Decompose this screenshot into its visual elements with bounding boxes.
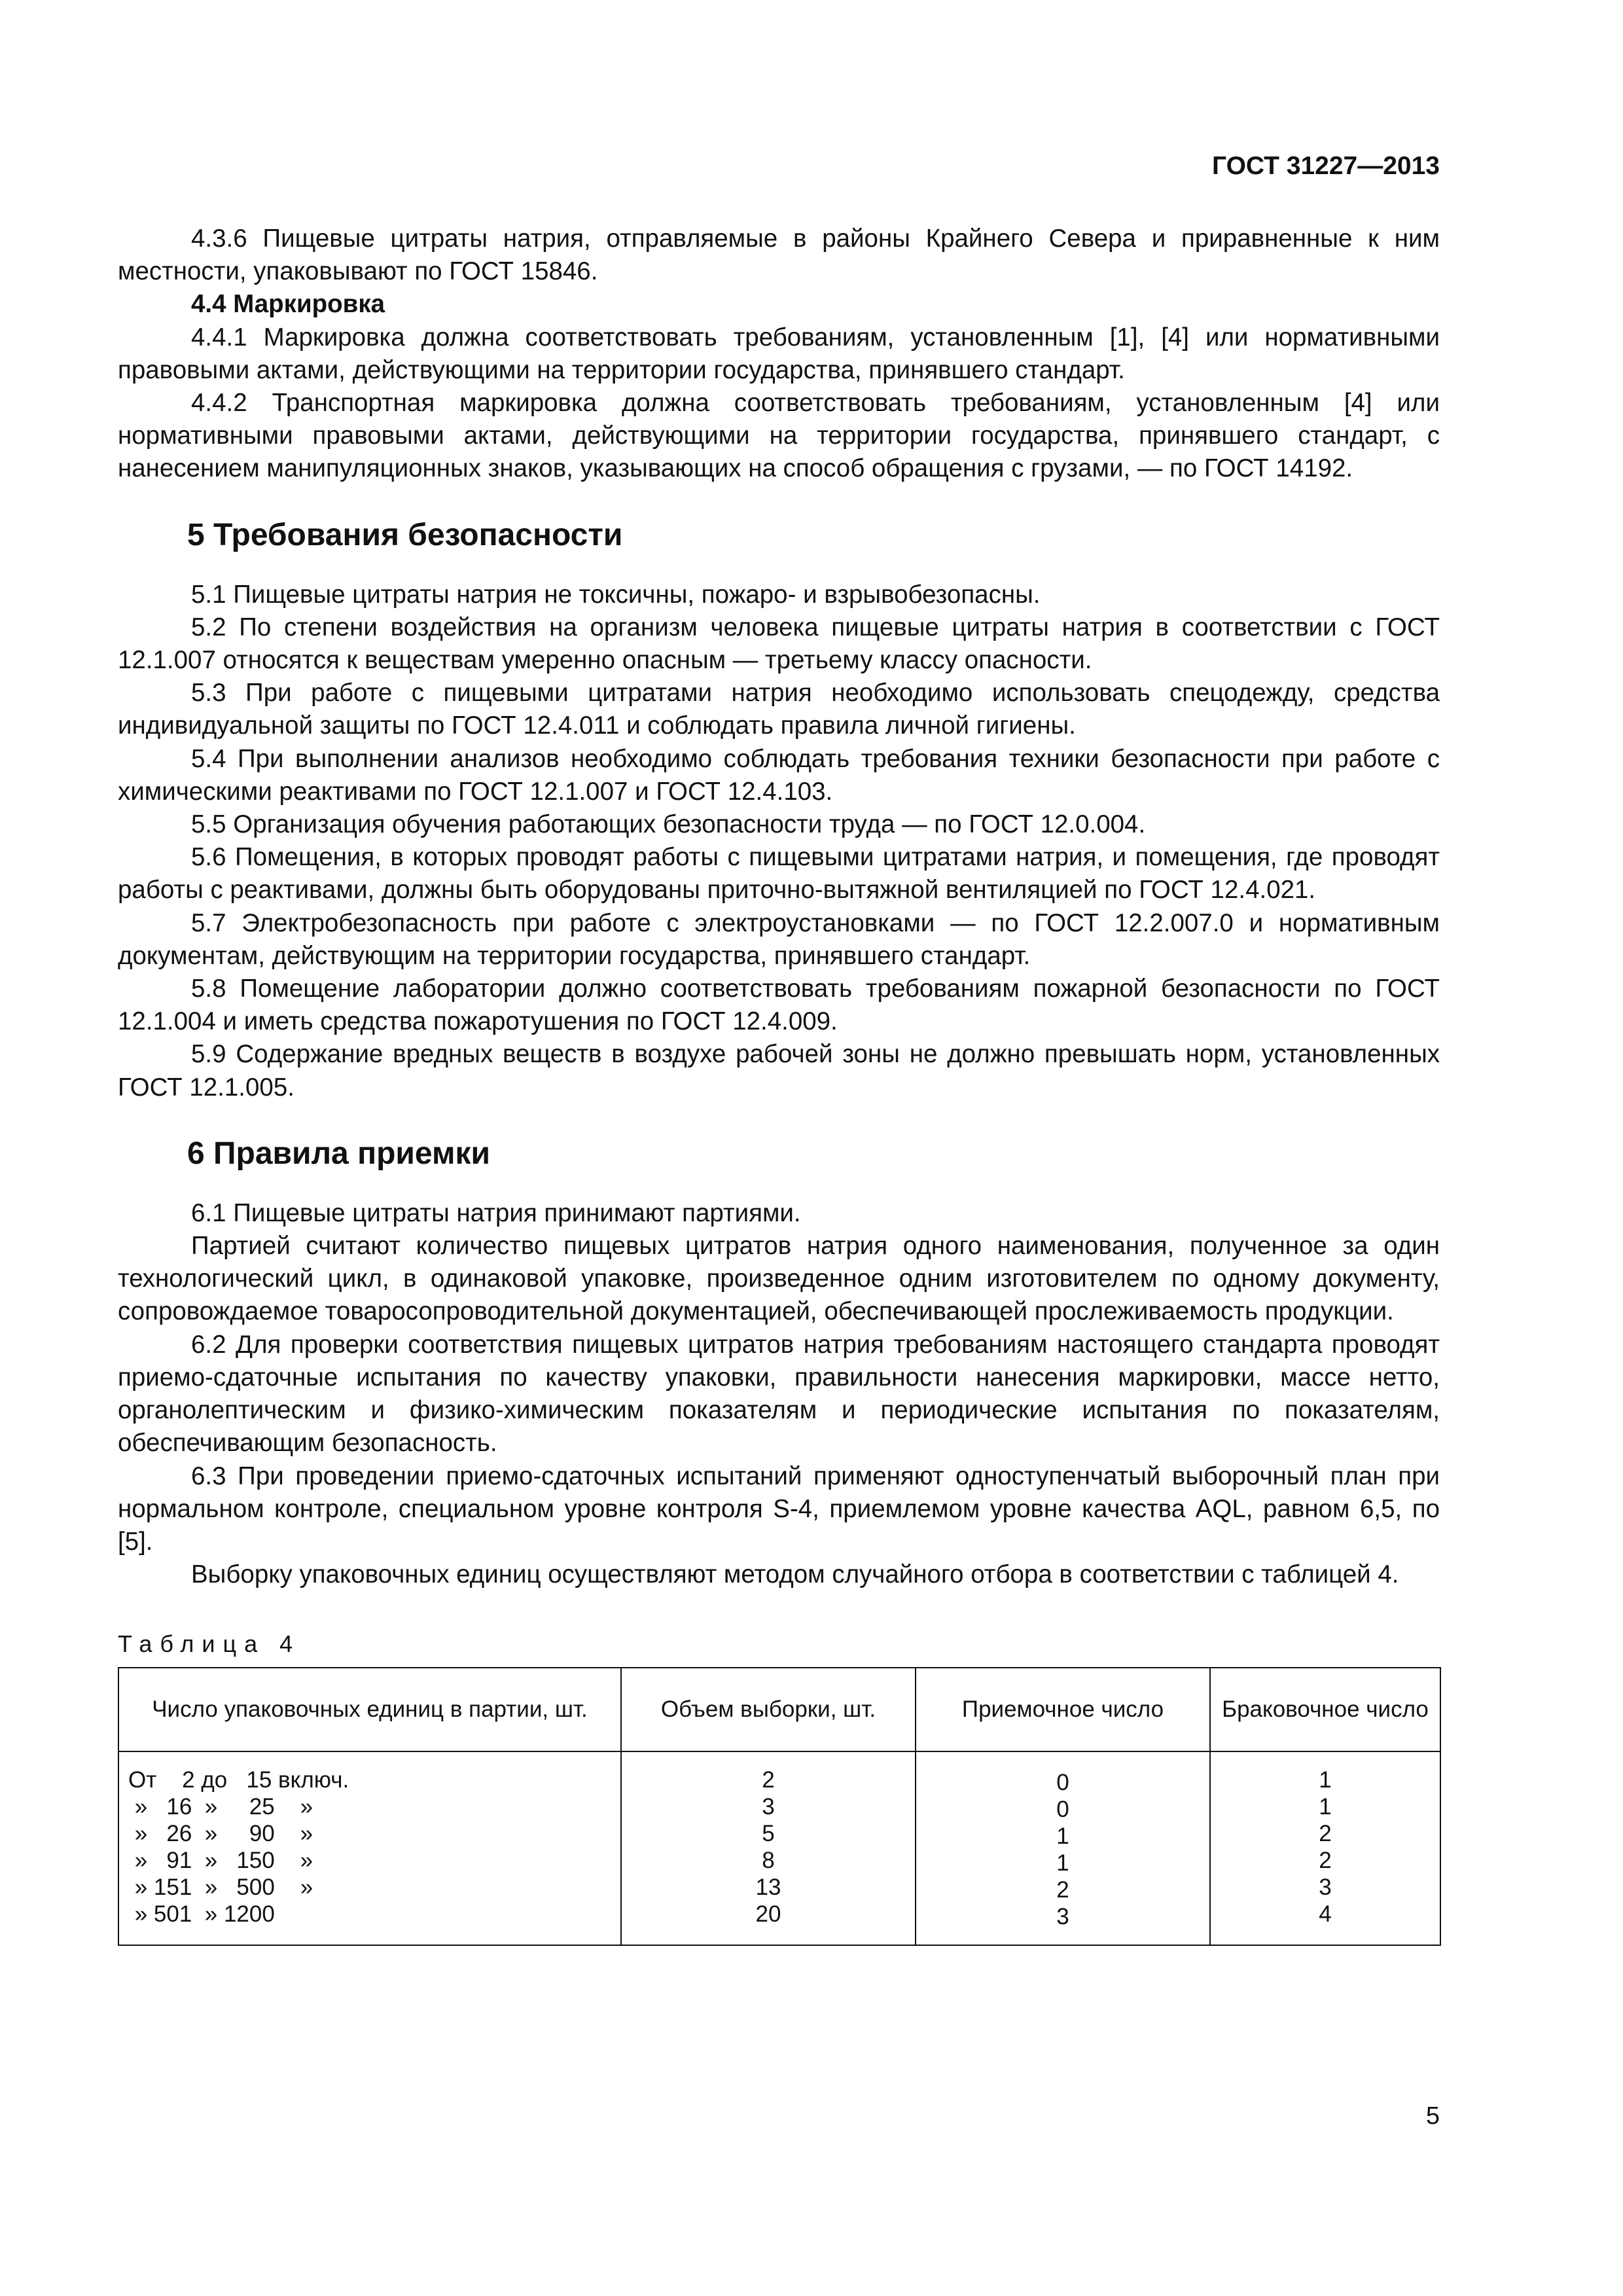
paragraph-5-6: 5.6 Помещения, в которых проводят работы с пищевыми цитратами натрия, и помещения, где проводят работы с реактивами, должны быть оборудованы приточно-вытяжной вентиляцией по ГОСТ 12.4.021. [118, 843, 1440, 905]
paragraph-4-4-1: 4.4.1 Маркировка должна соответствовать требованиям, установленным [1], [4] или нормативными правовыми актами, действующими на территории государства, принявшего стандарт. [118, 323, 1440, 384]
lot-size-range: » 91 » 150 » [128, 1848, 313, 1874]
paragraph-6-3: 6.3 При проведении приемо-сдаточных испытаний применяют одноступенчатый выборочный план при нормальном контроле, специальном уровне контроля S-4, приемлемом уровне качества AQL, равном 6,5, по [5]. [118, 1462, 1440, 1556]
paragraph-5-2: 5.2 По степени воздействия на организм человека пищевые цитраты натрия в соответствии с ГОСТ 12.1.007 относятся к веществам умеренно опасным — третьему классу опасности. [118, 613, 1440, 675]
sample-size-value: 8 [762, 1848, 775, 1874]
lot-size-range: » 16 » 25 » [128, 1794, 313, 1820]
sample-size-value: 3 [762, 1794, 775, 1820]
sample-size-value: 20 [755, 1901, 781, 1928]
acceptance-number-value: 1 [1056, 1823, 1069, 1850]
sample-size-value: 5 [762, 1821, 775, 1847]
subsection-heading-4-4: 4.4 Маркировка [191, 290, 385, 319]
paragraph-sampling: Выборку упаковочных единиц осуществляют методом случайного отбора в соответствии с таблицей 4. [191, 1560, 1399, 1589]
sampling-table [118, 1667, 1441, 1946]
table-body-row [118, 1751, 1440, 1945]
sample-size-value: 13 [755, 1874, 781, 1901]
sample-size-column [621, 1751, 916, 1945]
lot-size-column [118, 1751, 621, 1945]
sample-size-value: 2 [762, 1767, 775, 1793]
paragraph-5-4: 5.4 При выполнении анализов необходимо соблюдать требования техники безопасности при работе с химическими реактивами по ГОСТ 12.1.007 и ГОСТ 12.4.103. [118, 744, 1440, 806]
acceptance-number-value: 0 [1056, 1770, 1069, 1796]
paragraph-5-8: 5.8 Помещение лаборатории должно соответствовать требованиям пожарной безопасности по ГОСТ 12.1.004 и иметь средства пожаротушения по ГОСТ 12.4.009. [118, 975, 1440, 1036]
paragraph-5-7: 5.7 Электробезопасность при работе с электроустановками — по ГОСТ 12.2.007.0 и нормативным документам, действующим на территории государства, принявшего стандарт. [118, 908, 1440, 970]
acceptance-number-value: 2 [1056, 1877, 1069, 1903]
rejection-number-value: 2 [1319, 1821, 1332, 1847]
paragraph-4-3-6: 4.3.6 Пищевые цитраты натрия, отправляемые в районы Крайнего Севера и приравненные к ним местности, упаковывают по ГОСТ 15846. [118, 224, 1440, 286]
rejection-number-value: 1 [1319, 1767, 1332, 1793]
rejection-number-value: 2 [1319, 1848, 1332, 1874]
lot-size-range: » 26 » 90 » [128, 1821, 313, 1847]
page-content [118, 151, 1440, 1946]
acceptance-number-column [916, 1751, 1210, 1945]
rejection-number-value: 1 [1319, 1794, 1332, 1820]
acceptance-number-value: 1 [1056, 1850, 1069, 1876]
acceptance-number-value: 3 [1056, 1904, 1069, 1930]
paragraph-5-5: 5.5 Организация обучения работающих безопасности труда — по ГОСТ 12.0.004. [191, 810, 1146, 839]
page-number: 5 [1425, 2102, 1440, 2130]
header-rejection-number: Браковочное число [1210, 1668, 1440, 1751]
paragraph-5-9: 5.9 Содержание вредных веществ в воздухе рабочей зоны не должно превышать норм, установленных ГОСТ 12.1.005. [118, 1040, 1440, 1102]
lot-size-range: » 151 » 500 » [128, 1874, 313, 1901]
paragraph-6-1: 6.1 Пищевые цитраты натрия принимают партиями. [191, 1198, 801, 1227]
paragraph-6-2: 6.2 Для проверки соответствия пищевых цитратов натрия требованиям настоящего стандарта проводят приемо-сдаточные испытания по качеству упаковки, правильности нанесения маркировки, массе нетто, органолептическим и физико-химическим показателям и периодические испытания по показателям, обеспечивающим безопасность. [118, 1330, 1440, 1458]
rejection-number-value: 4 [1319, 1901, 1332, 1928]
paragraph-lot-definition: Партией считают количество пищевых цитратов натрия одного наименования, полученное за один технологический цикл, в одинаковой упаковке, произведенное одним изготовителем по одному документу, сопровождаемое товаросопроводительной документацией, обеспечивающей прослеживаемость продукции. [118, 1232, 1440, 1326]
section-heading-5: 5 Требования безопасности [187, 517, 623, 552]
document-id: ГОСТ 31227—2013 [1212, 152, 1440, 180]
paragraph-5-3: 5.3 При работе с пищевыми цитратами натрия необходимо использовать спецодежду, средства индивидуальной защиты по ГОСТ 12.4.011 и соблюдать правила личной гигиены. [118, 679, 1440, 740]
paragraph-5-1: 5.1 Пищевые цитраты натрия не токсичны, пожаро- и взрывобезопасны. [191, 580, 1041, 609]
lot-size-range: » 501 » 1200 [128, 1901, 275, 1928]
table-caption: Таблица 4 [118, 1630, 301, 1658]
table-header-row [118, 1668, 1440, 1751]
rejection-number-value: 3 [1319, 1874, 1332, 1901]
lot-size-range: От 2 до 15 включ. [128, 1767, 349, 1793]
paragraph-4-4-2: 4.4.2 Транспортная маркировка должна соответствовать требованиям, установленным [4] или нормативными правовыми актами, действующими на территории государства, принявшего стандарт, с нанесением манипуляционных знаков, указывающих на способ обращения с грузами, — по ГОСТ 14192. [118, 389, 1440, 483]
rejection-number-column [1210, 1751, 1440, 1945]
acceptance-number-value: 0 [1056, 1797, 1069, 1823]
section-heading-6: 6 Правила приемки [187, 1136, 491, 1171]
header-acceptance-number: Приемочное число [916, 1668, 1210, 1751]
header-sample-size: Объем выборки, шт. [621, 1668, 916, 1751]
header-lot-size: Число упаковочных единиц в партии, шт. [118, 1668, 621, 1751]
